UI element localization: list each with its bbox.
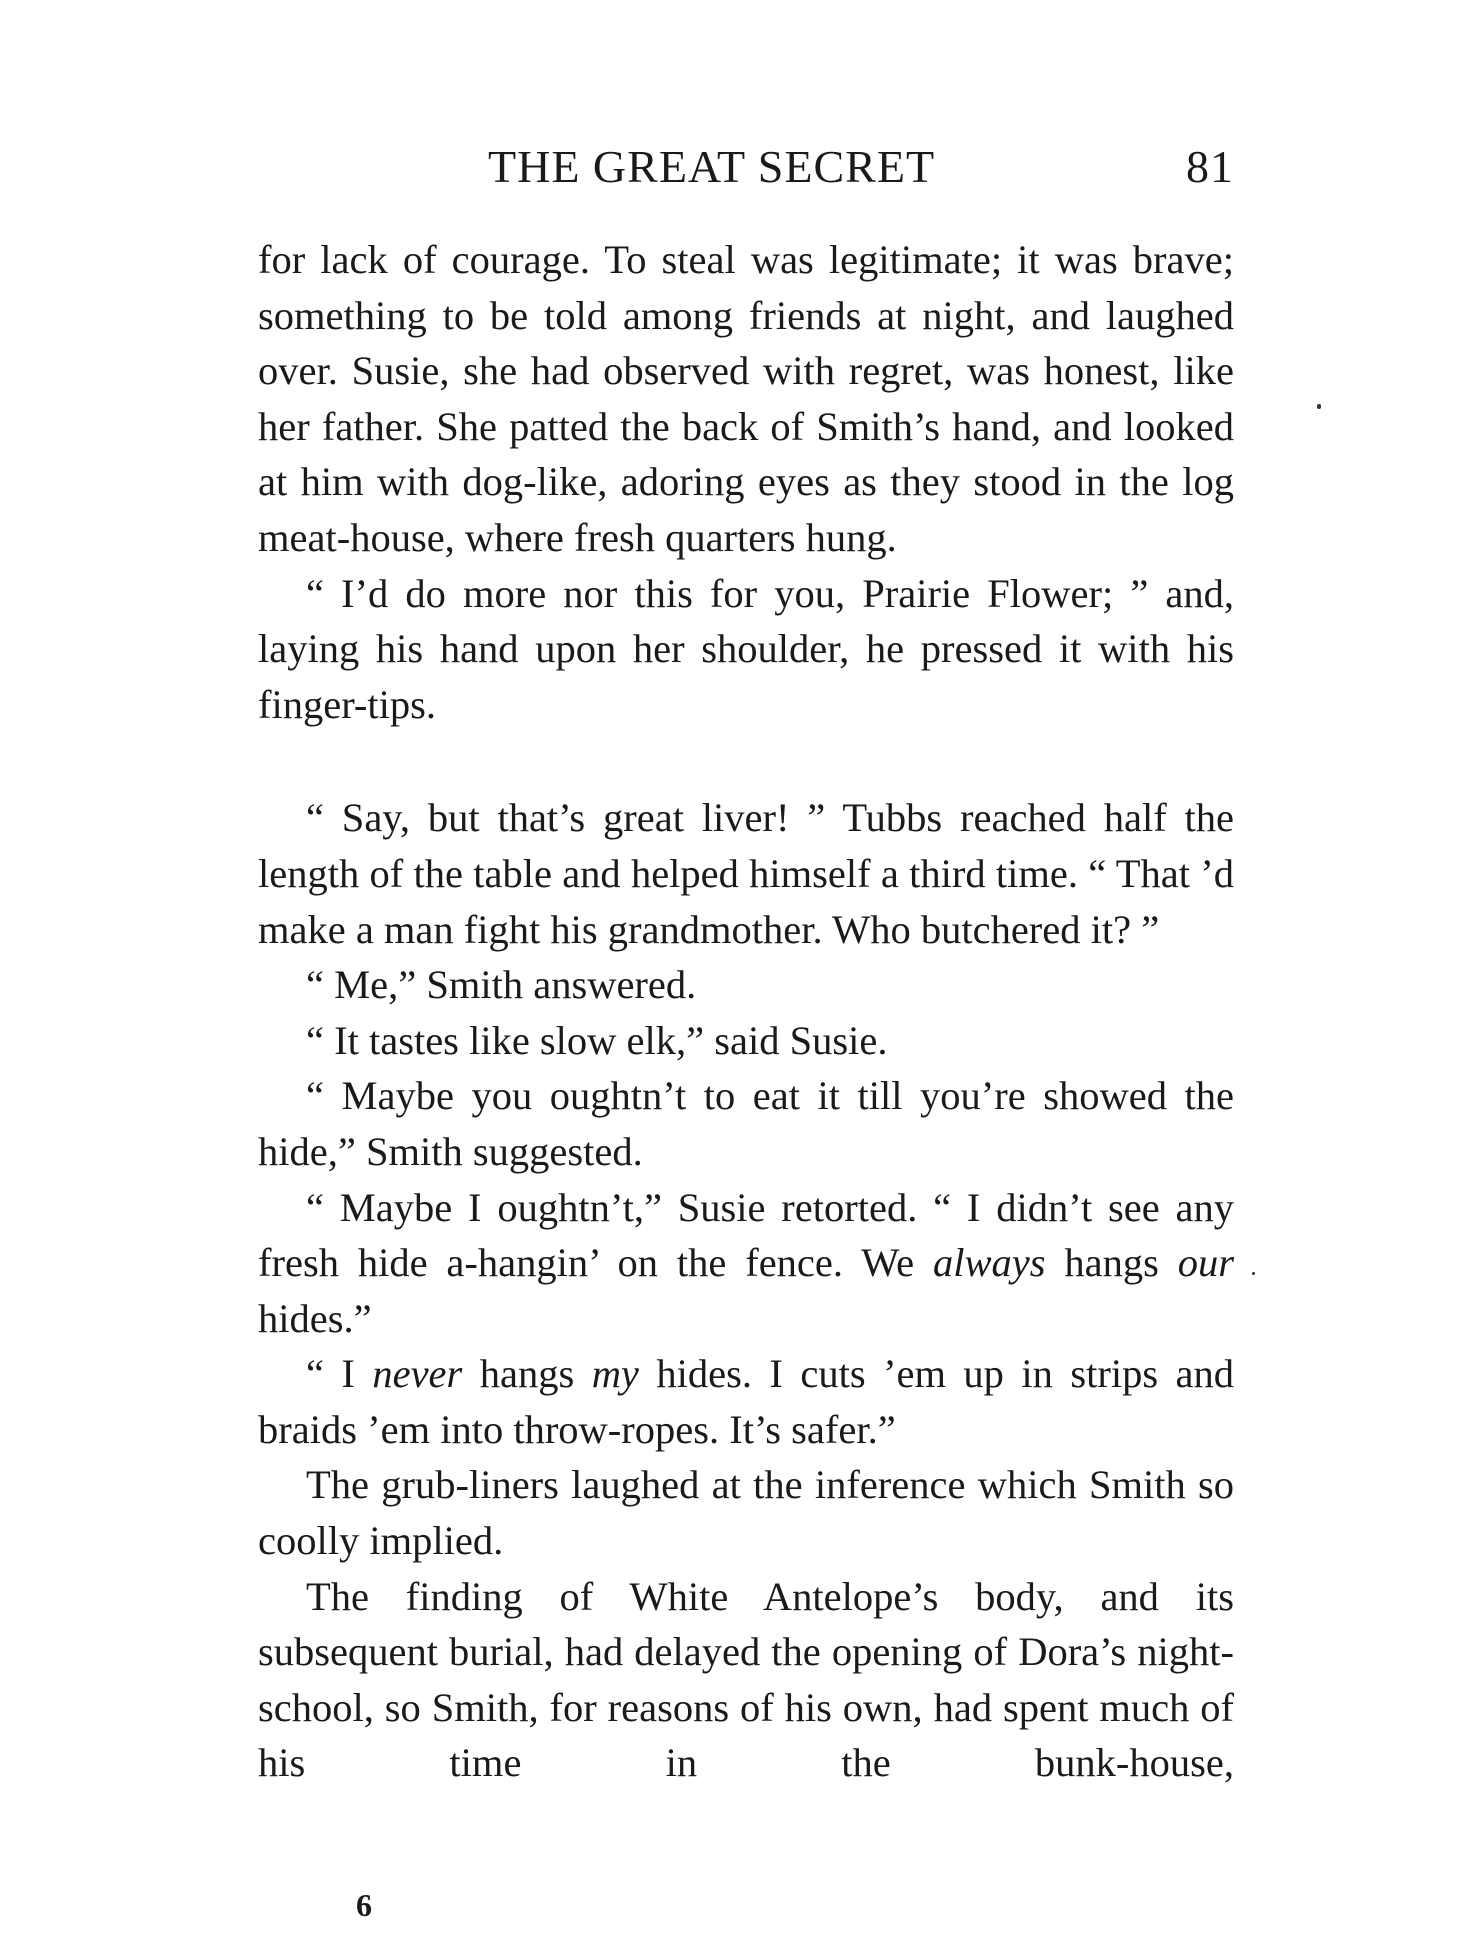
paragraph: “ I’d do more nor this for you, Prairie Flower; ” and, laying his hand upon her shoulder, he pressed it with his finger-tips.: [258, 570, 1234, 727]
paragraph: “ It tastes like slow elk,” said Susie.: [306, 1017, 888, 1063]
signature-mark: 6: [356, 1887, 372, 1923]
section-break: [258, 732, 1234, 790]
scan-speck: [1317, 404, 1321, 409]
scan-speck: [1252, 1272, 1255, 1275]
paragraph: for lack of courage. To steal was legitimate; it was brave; something to be told among friends at night, and laughed over. Susie, she had observed with regret, was honest, like her father. She patted the back of Smith’s hand, and looked at him with dog-like, adoring eyes as they stood in the log meat-house, where fresh quarters hung.: [258, 237, 1234, 560]
page-number: 81: [1186, 141, 1234, 192]
paragraph: The finding of White Antelope’s body, and its subsequent burial, had delayed the opening of Dora’s night-school, so Smith, for reasons of his own, had spent much of his time in the bunk-house,: [258, 1573, 1234, 1786]
paragraph: “ Say, but that’s great liver! ” Tubbs reached half the length of the table and helped himself a third time. “ That ’d make a man fight his grandmother. Who butchered it? ”: [258, 795, 1234, 952]
paragraph: “ Maybe you oughtn’t to eat it till you’re showed the hide,” Smith suggested.: [258, 1073, 1234, 1174]
running-title: THE GREAT SECRET: [488, 141, 936, 192]
paragraph: “ Maybe I oughtn’t,” Susie retorted. “ I didn’t see any fresh hide a-hangin’ on the fence. We always hangs our hides.”: [258, 1184, 1234, 1341]
paragraph: “ Me,” Smith answered.: [306, 962, 697, 1008]
body-text: [258, 232, 1234, 1791]
paragraph: “ I never hangs my hides. I cuts ’em up in strips and braids ’em into throw-ropes. It’s safer.”: [258, 1351, 1234, 1452]
running-head: [258, 140, 1234, 200]
paragraph: The grub-liners laughed at the inference which Smith so coolly implied.: [258, 1462, 1234, 1564]
